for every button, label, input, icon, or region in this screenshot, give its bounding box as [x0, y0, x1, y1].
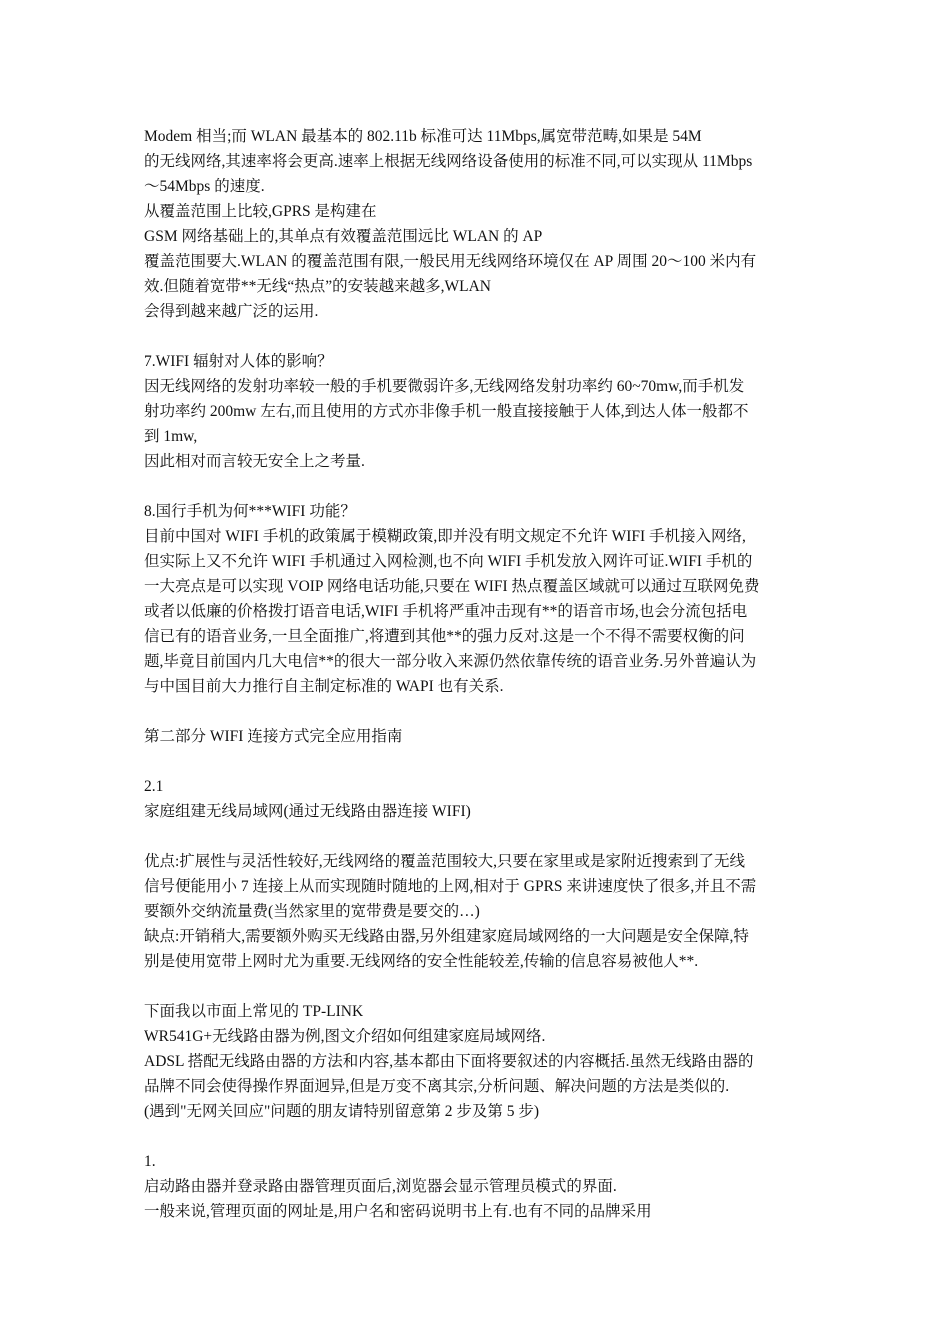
text-line: 品牌不同会使得操作界面迥异,但是万变不离其宗,分析问题、解决问题的方法是类似的. [144, 1078, 730, 1095]
paragraph-gap [144, 824, 810, 849]
text-line: 一大亮点是可以实现 VOIP 网络电话功能,只要在 WIFI 热点覆盖区域就可以通过互联网免费 [144, 578, 760, 595]
text-line: 优点:扩展性与灵活性较好,无线网络的覆盖范围较大,只要在家里或是家附近搜索到了无线 [144, 853, 746, 870]
text-line: GSM 网络基础上的,其单点有效覆盖范围远比 WLAN 的 AP [144, 228, 543, 245]
text-line: 因无线网络的发射功率较一般的手机要微弱许多,无线网络发射功率约 60~70mw,而手机发 [144, 378, 745, 395]
paragraph-gap [144, 749, 810, 774]
text-line: 缺点:开销稍大,需要额外购买无线路由器,另外组建家庭局域网络的一大问题是安全保障,特 [144, 928, 749, 945]
text-line: ～54Mbps 的速度. [144, 178, 265, 195]
text-line: 效.但随着宽带**无线“热点”的安装越来越多,WLAN [144, 278, 491, 295]
paragraph-gap [144, 699, 810, 724]
text-line: (遇到"无网关回应"问题的朋友请特别留意第 2 步及第 5 步) [144, 1103, 539, 1120]
document-body [144, 124, 810, 1224]
paragraph-gap [144, 324, 810, 349]
text-line: 目前中国对 WIFI 手机的政策属于模糊政策,即并没有明文规定不允许 WIFI 手机接入网络, [144, 528, 746, 545]
paragraph-gap [144, 1124, 810, 1149]
text-line: 下面我以市面上常见的 TP-LINK [144, 1003, 364, 1020]
text-line: 会得到越来越广泛的运用. [144, 303, 319, 320]
text-line: 因此相对而言较无安全上之考量. [144, 453, 365, 470]
section-heading: 7.WIFI 辐射对人体的影响？ [144, 353, 333, 370]
text-line: WR541G+无线路由器为例,图文介绍如何组建家庭局域网络. [144, 1028, 546, 1045]
paragraph-gap [144, 474, 810, 499]
section-number: 2.1 [144, 778, 164, 795]
paragraph-gap [144, 974, 810, 999]
section-heading: 8.国行手机为何***WIFI 功能？ [144, 503, 356, 520]
text-line: 但实际上又不允许 WIFI 手机通过入网检测,也不向 WIFI 手机发放入网许可证.WIFI 手机的 [144, 553, 753, 570]
part-heading: 第二部分 WIFI 连接方式完全应用指南 [144, 728, 403, 745]
text-line: Modem 相当;而 WLAN 最基本的 802.11b 标准可达 11Mbps,属宽带范畴,如果是 54M [144, 128, 702, 145]
text-line: 与中国目前大力推行自主制定标准的 WAPI 也有关系. [144, 678, 504, 695]
text-line: 信已有的语音业务,一旦全面推广,将遭到其他**的强力反对.这是一个不得不需要权衡的问 [144, 628, 745, 645]
text-line: 覆盖范围要大.WLAN 的覆盖范围有限,一般民用无线网络环境仅在 AP 周围 20～100 米内有 [144, 253, 757, 270]
text-line: 一般来说,管理页面的网址是,用户名和密码说明书上有.也有不同的品牌采用 [144, 1203, 652, 1220]
text-line: 的无线网络,其速率将会更高.速率上根据无线网络设备使用的标准不同,可以实现从 11Mbps [144, 153, 753, 170]
text-line: 别是使用宽带上网时尤为重要.无线网络的安全性能较差,传输的信息容易被他人**. [144, 953, 699, 970]
text-line: 从覆盖范围上比较,GPRS 是构建在 [144, 203, 377, 220]
section-heading: 家庭组建无线局域网(通过无线路由器连接 WIFI) [144, 803, 471, 820]
text-line: 题,毕竟目前国内几大电信**的很大一部分收入来源仍然依靠传统的语音业务.另外普遍认为 [144, 653, 757, 670]
text-line: 启动路由器并登录路由器管理页面后,浏览器会显示管理员模式的界面. [144, 1178, 617, 1195]
step-number: 1. [144, 1153, 156, 1170]
text-line: 信号便能用小 7 连接上从而实现随时随地的上网,相对于 GPRS 来讲速度快了很多,并且不需 [144, 878, 757, 895]
text-line: ADSL 搭配无线路由器的方法和内容,基本都由下面将要叙述的内容概括.虽然无线路由器的 [144, 1053, 754, 1070]
text-line: 要额外交纳流量费(当然家里的宽带费是要交的…) [144, 903, 480, 920]
text-line: 到 1mw, [144, 428, 198, 445]
text-line: 射功率约 200mw 左右,而且使用的方式亦非像手机一般直接接触于人体,到达人体一般都不 [144, 403, 749, 420]
text-line: 或者以低廉的价格拨打语音电话,WIFI 手机将严重冲击现有**的语音市场,也会分流包括电 [144, 603, 748, 620]
